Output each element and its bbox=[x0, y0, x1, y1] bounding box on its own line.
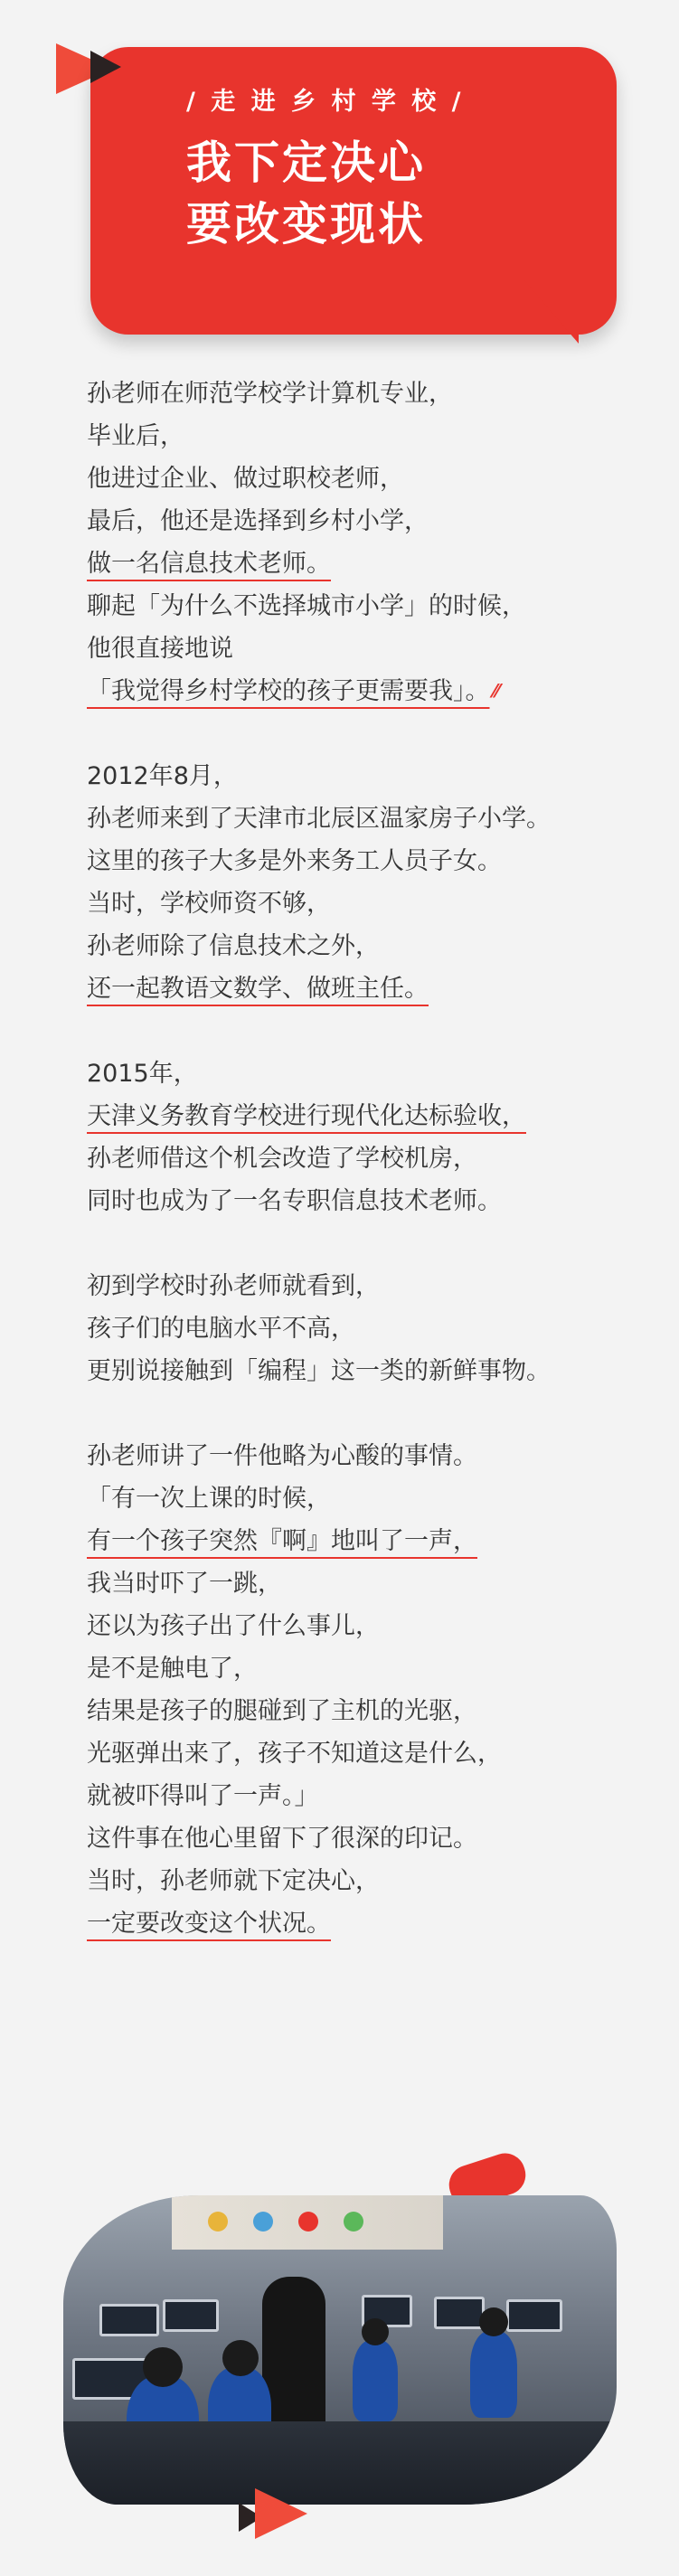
banner-dot bbox=[253, 2212, 273, 2232]
header-title-line-2: 要改变现状 bbox=[186, 198, 426, 250]
computer-monitor bbox=[506, 2299, 562, 2332]
highlighted-line: 一定要改变这个状况。 bbox=[87, 1910, 331, 1938]
text-line: 孙老师在师范学校学计算机专业， bbox=[87, 380, 453, 408]
corner-triangle-shadow bbox=[90, 51, 121, 83]
banner-dot bbox=[208, 2212, 228, 2232]
spark-icon: ⁄⁄ bbox=[493, 680, 500, 702]
text-line: 最后，他还是选择到乡村小学， bbox=[87, 507, 429, 535]
classroom-banner bbox=[172, 2195, 443, 2250]
student-head bbox=[222, 2340, 259, 2376]
computer-monitor bbox=[99, 2304, 159, 2336]
text-line: 还以为孩子出了什么事儿， bbox=[87, 1612, 380, 1640]
text-line: 孙老师讲了一件他略为心酸的事情。 bbox=[87, 1442, 477, 1470]
banner-dot bbox=[344, 2212, 363, 2232]
highlighted-line: 还一起教语文数学、做班主任。 bbox=[87, 975, 429, 1003]
highlighted-line: 做一名信息技术老师。 bbox=[87, 550, 331, 578]
text-line: 聊起「为什么不选择城市小学」的时候， bbox=[87, 592, 526, 620]
student-figure bbox=[470, 2331, 517, 2418]
text-line: 我当时吓了一跳， bbox=[87, 1570, 282, 1598]
text-line: 孩子们的电脑水平不高， bbox=[87, 1315, 355, 1343]
classroom-photo bbox=[63, 2195, 617, 2505]
text-line: 就被吓得叫了一声。」 bbox=[87, 1782, 319, 1810]
student-head bbox=[362, 2318, 389, 2345]
highlighted-line: 有一个孩子突然『啊』地叫了一声， bbox=[87, 1527, 477, 1555]
header-speech-tail bbox=[524, 280, 579, 344]
text-line: 「有一次上课的时候， bbox=[87, 1485, 331, 1513]
header-kicker: / 走 进 乡 村 学 校 / bbox=[186, 88, 465, 116]
text-line: 结果是孩子的腿碰到了主机的光驱， bbox=[87, 1697, 477, 1725]
text-line: 当时，学校师资不够， bbox=[87, 890, 331, 918]
banner-dot bbox=[298, 2212, 318, 2232]
text-line: 毕业后， bbox=[87, 422, 184, 450]
article-body bbox=[87, 373, 647, 1945]
text-line: 当时，孙老师就下定决心， bbox=[87, 1867, 380, 1895]
quote-line bbox=[87, 670, 647, 712]
text-line: 同时也成为了一名专职信息技术老师。 bbox=[87, 1187, 502, 1215]
highlighted-line: 天津义务教育学校进行现代化达标验收， bbox=[87, 1102, 526, 1130]
header-title bbox=[186, 132, 426, 255]
paragraph-5 bbox=[87, 1435, 647, 1945]
student-head bbox=[143, 2347, 183, 2387]
student-figure bbox=[353, 2340, 398, 2421]
text-line: 他很直接地说 bbox=[87, 635, 233, 663]
text-line: 2012年8月， bbox=[87, 762, 238, 790]
text-line: 光驱弹出来了，孩子不知道这是什么， bbox=[87, 1740, 502, 1768]
paragraph-3 bbox=[87, 1052, 647, 1222]
text-line: 初到学校时孙老师就看到， bbox=[87, 1272, 380, 1300]
text-line: 孙老师来到了天津市北辰区温家房子小学。 bbox=[87, 805, 551, 833]
paragraph-4 bbox=[87, 1265, 647, 1392]
text-line: 是不是触电了， bbox=[87, 1655, 258, 1683]
student-head bbox=[479, 2307, 508, 2336]
text-line: 这件事在他心里留下了很深的印记。 bbox=[87, 1825, 477, 1853]
paragraph-2 bbox=[87, 755, 647, 1010]
text-line: 这里的孩子大多是外来务工人员子女。 bbox=[87, 847, 502, 875]
text-line: 2015年， bbox=[87, 1060, 198, 1088]
text-line: 他进过企业、做过职校老师， bbox=[87, 465, 404, 493]
text-line: 孙老师除了信息技术之外， bbox=[87, 932, 380, 960]
computer-monitor bbox=[163, 2299, 219, 2332]
classroom-desk bbox=[63, 2421, 617, 2505]
bottom-triangle-decoration bbox=[255, 2488, 307, 2539]
computer-monitor bbox=[434, 2297, 485, 2329]
paragraph-1 bbox=[87, 373, 647, 712]
text-line: 更别说接触到「编程」这一类的新鲜事物。 bbox=[87, 1357, 551, 1385]
text-line: 孙老师借这个机会改造了学校机房， bbox=[87, 1145, 477, 1173]
highlighted-quote: 「我觉得乡村学校的孩子更需要我」。 bbox=[87, 677, 490, 705]
header-title-line-1: 我下定决心 bbox=[186, 137, 426, 189]
